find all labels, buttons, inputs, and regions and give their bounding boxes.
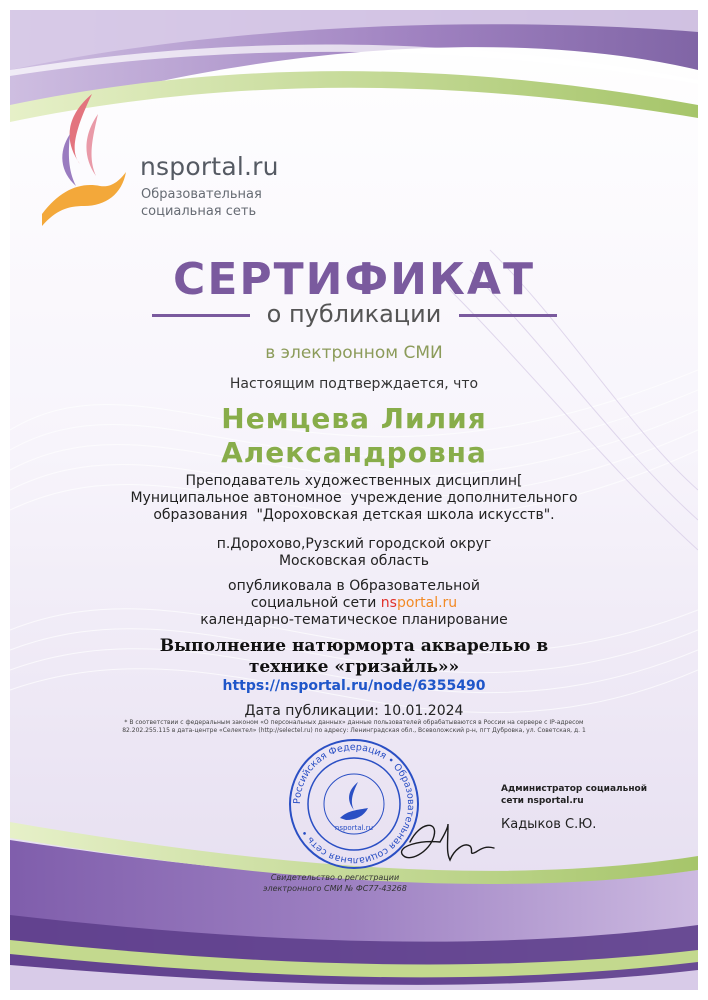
brand-name: nsportal.ru (140, 152, 279, 181)
admin-name: Кадыков С.Ю. (501, 817, 597, 832)
position-line1: Преподаватель художественных дисциплин[ (185, 473, 523, 489)
brand-tagline-line1: Образовательная (141, 187, 262, 202)
publication-line3: календарно-тематическое планирование (200, 612, 508, 628)
admin-role (501, 783, 647, 807)
publication-link[interactable]: https://nsportal.ru/node/6355490 (222, 678, 486, 694)
admin-role-line1: Администратор социальной (501, 784, 648, 794)
publication-info (10, 578, 698, 629)
footnote-line1: * В соответствии с федеральным законом «О персональных данных» данные пользователей обрабатываются в России на сервере с IP-адресом (124, 719, 584, 726)
confirmation-text: Настоящим подтверждается, что (229, 376, 479, 392)
registration-line2: электронного СМИ № ФС77-43268 (263, 884, 407, 893)
media-registration (220, 872, 450, 894)
recipient-location (10, 536, 698, 570)
site-name-portal: portal.ru (396, 595, 458, 611)
certificate-frame (10, 10, 698, 990)
brand-tagline-line2: социальная сеть (141, 204, 257, 219)
work-title-line2: технике «гризайль»» (248, 657, 460, 677)
handwritten-signature (390, 802, 500, 872)
brand-tagline (141, 186, 262, 220)
recipient-position (10, 473, 698, 524)
position-line3: образования "Дороховская детская школа искусств". (153, 507, 555, 523)
certificate-subtitle-media: в электронном СМИ (265, 343, 443, 363)
admin-role-line2: сети nsportal.ru (501, 796, 584, 806)
certificate-subtitle: о публикации (266, 300, 442, 328)
stamp-flame-icon (349, 782, 358, 810)
site-name-ns: ns (380, 595, 397, 611)
recipient-name (10, 402, 698, 470)
stamp-arc-text: Российская Федерация • Образовательная социальная сеть • (291, 741, 417, 867)
stamp-site: nsportal.ru (334, 824, 374, 832)
publication-line2-prefix: социальной сети (250, 595, 381, 611)
publication-date: Дата публикации: 10.01.2024 (244, 703, 464, 719)
footnote-line2: 82.202.255.115 в дата-центре «Селектел» (http://selectel.ru) по адресу: Ленинградская обл., Всеволожский р-н, пгт Дубровка, ул. Советская, д. 1 (122, 727, 586, 734)
nsportal-flame-logo-icon (40, 94, 126, 226)
publication-line2 (10, 595, 698, 612)
registration-line1: Свидетельство о регистрации (270, 873, 400, 882)
place-line2: Московская область (278, 553, 430, 569)
privacy-footnote (10, 719, 698, 735)
position-line2: Муниципальное автономное учреждение дополнительного (130, 490, 578, 506)
publication-line1: опубликовала в Образовательной (228, 578, 480, 594)
recipient-name-line1: Немцева Лилия (221, 402, 487, 435)
work-title-line1: Выполнение натюрморта акварелью в (159, 636, 549, 656)
work-title (10, 636, 698, 678)
place-line1: п.Дорохово,Рузский городской округ (216, 536, 492, 552)
certificate-title: СЕРТИФИКАТ (173, 254, 535, 305)
recipient-name-line2: Александровна (221, 436, 487, 469)
